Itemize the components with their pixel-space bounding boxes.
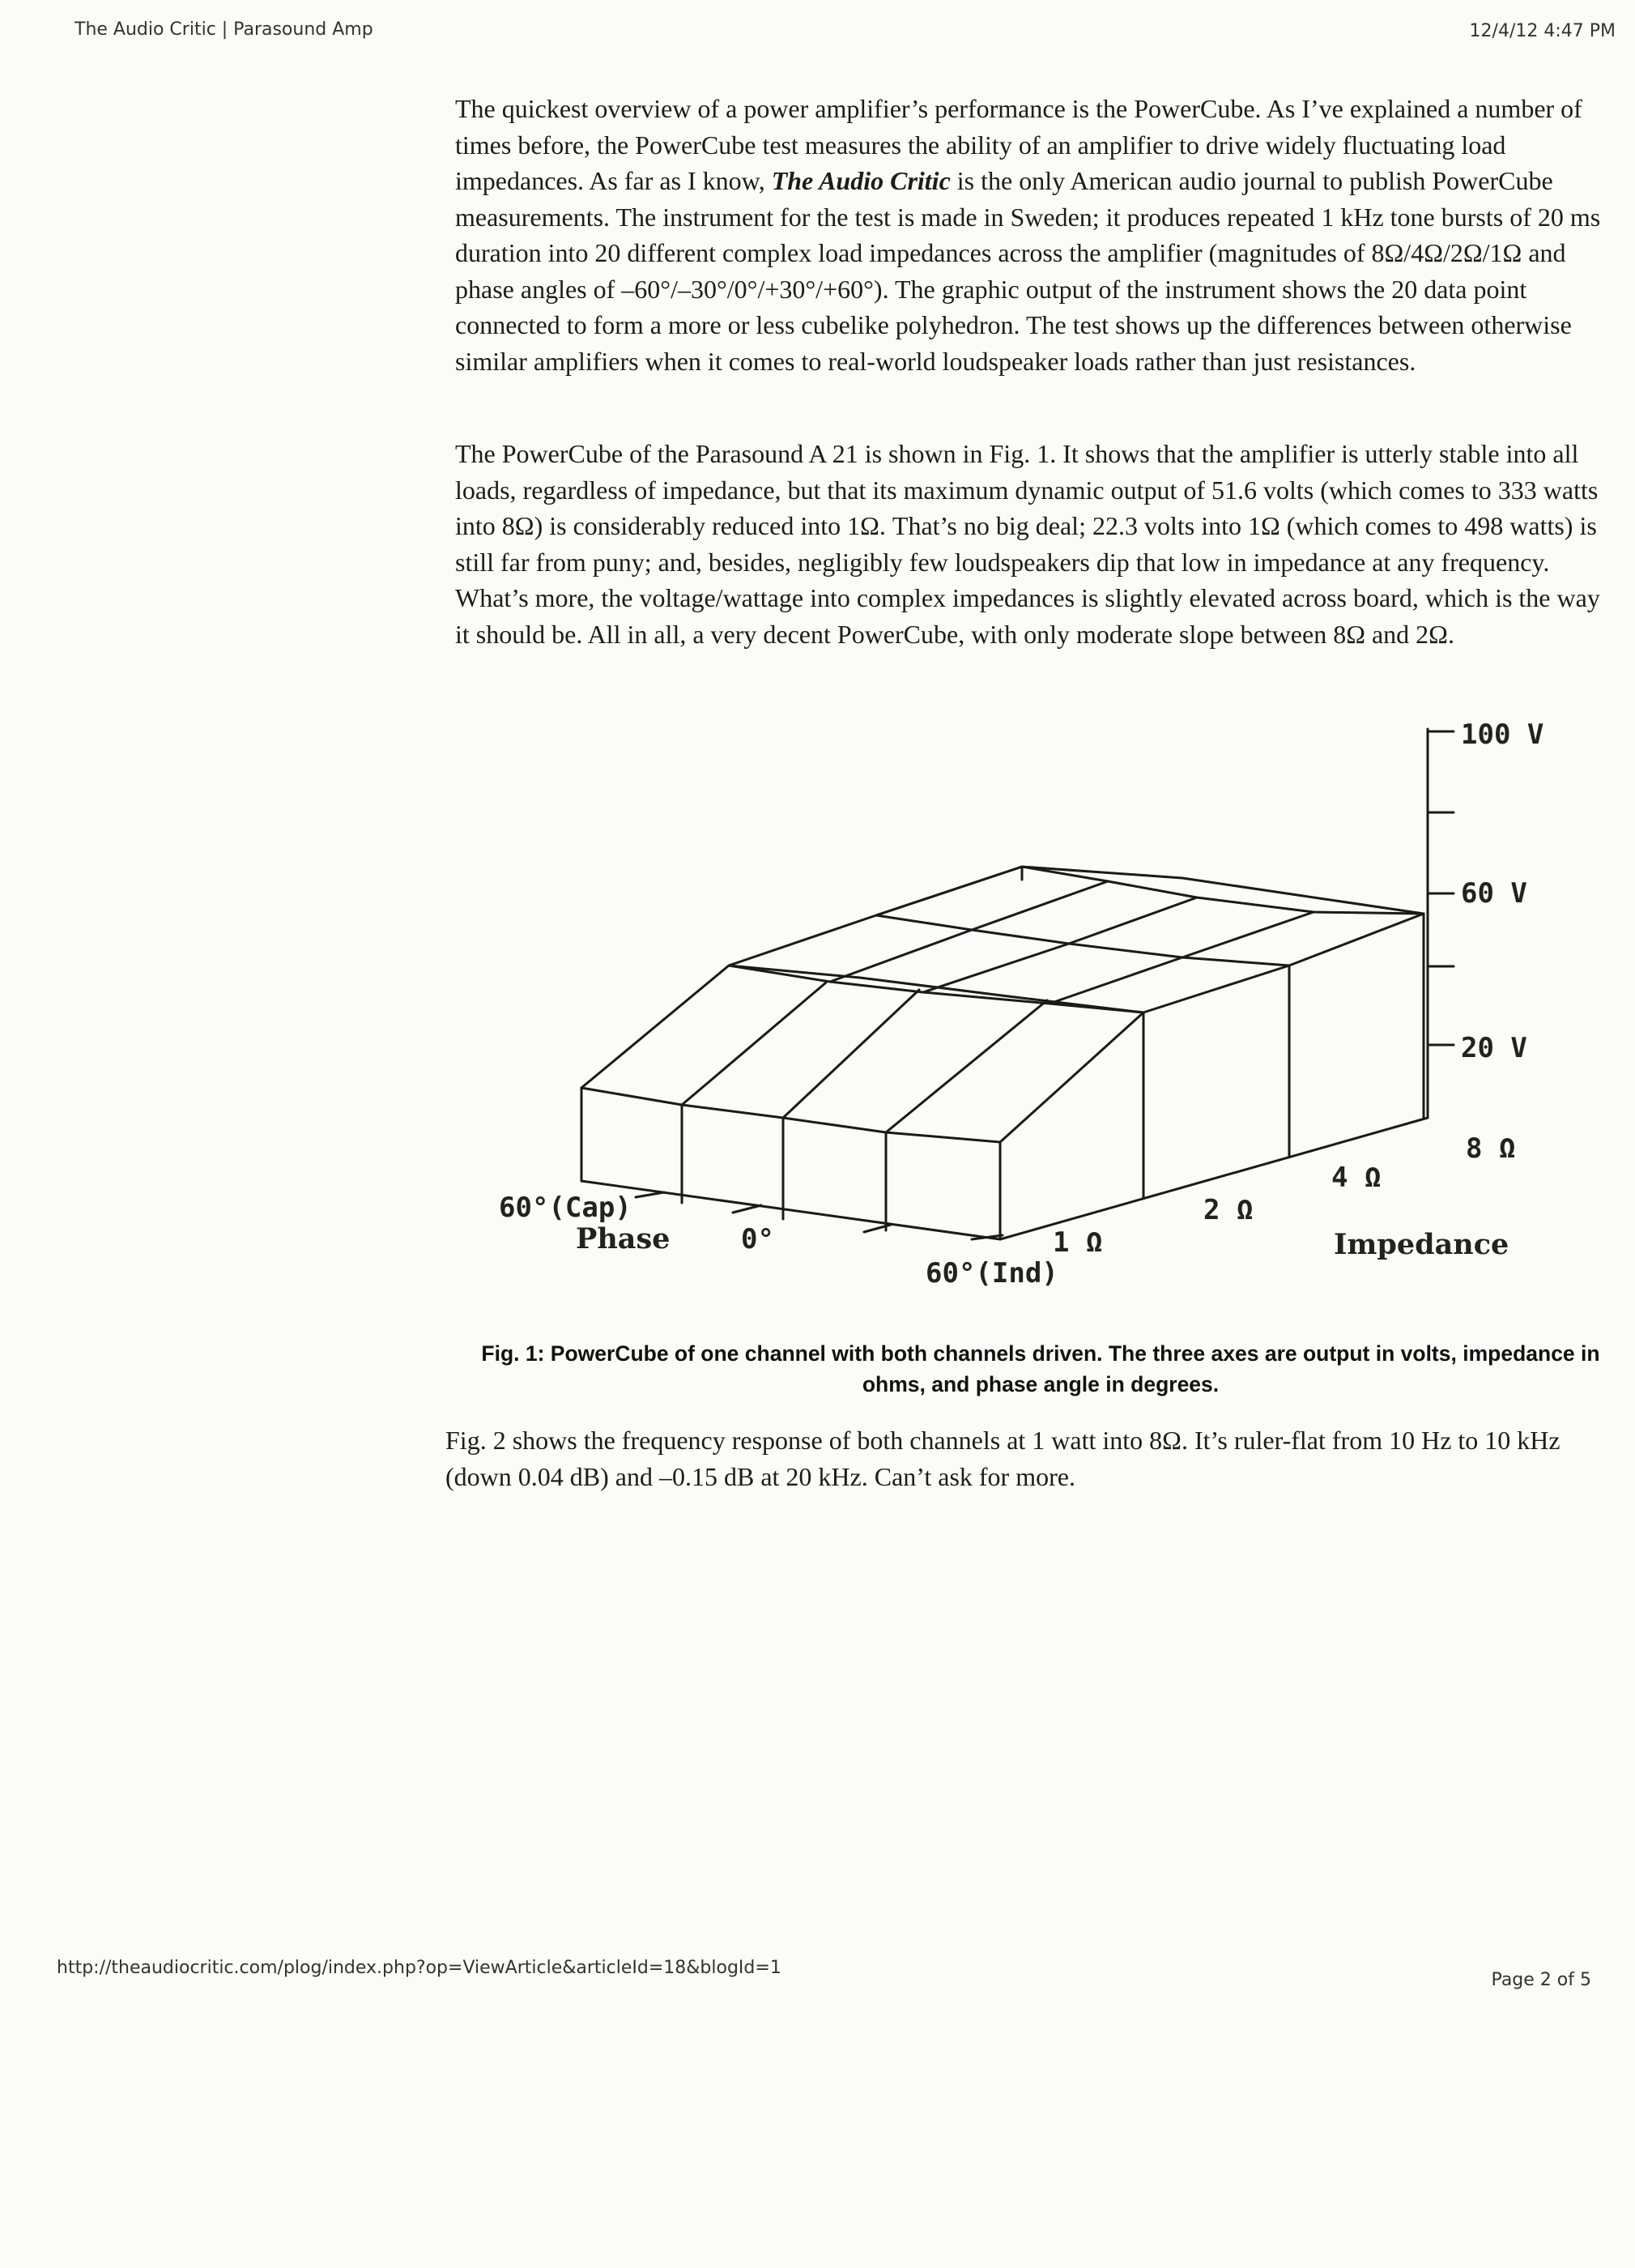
surface-edge xyxy=(830,881,1108,982)
impedance-axis-title: Impedance xyxy=(1334,1228,1509,1261)
journal-name: The Audio Critic xyxy=(771,166,951,195)
figure-caption: Fig. 1: PowerCube of one channel with both channels driven. The three axes are output in volts, impedance in ohms, and phase angle in degrees. xyxy=(481,1341,1600,1396)
header-title: The Audio Critic | Parasound Amp xyxy=(75,19,373,40)
surface-edge xyxy=(783,990,919,1118)
header-timestamp: 12/4/12 4:47 PM xyxy=(1469,21,1616,41)
paragraph-frequency-response: Fig. 2 shows the frequency response of both channels at 1 watt into 8Ω. It’s ruler-flat from 10 Hz to 10 kHz (down 0.04 dB) and –0.15 dB at 20 kHz. Can’t ask for more. xyxy=(445,1426,1560,1491)
phase-tick xyxy=(733,1205,761,1213)
voltage-label: 60 V xyxy=(1461,877,1527,910)
paragraph-parasound-powercube: The PowerCube of the Parasound A 21 is shown in Fig. 1. It shows that the amplifier is utterly stable into all loads, regardless of impedance, but that its maximum dynamic output of 51.6 volts (which comes to 333 watts into 8Ω) is considerably reduced into 1Ω. That’s no big deal; 22.3 volts into 1Ω (which comes to 498 watts) is still far from puny; and, besides, negligibly few loudspeakers dip that low in impedance at any frequency. What’s more, the voltage/wattage into complex impedances is slightly elevated across board, which is the way it should be. All in all, a very decent PowerCube, with only moderate slope between 8Ω and 2Ω. xyxy=(455,439,1600,649)
phase-label: 0° xyxy=(741,1223,774,1256)
surface-edge xyxy=(581,1088,1000,1142)
phase-label: 60°(Cap) xyxy=(499,1192,632,1224)
surface-edge xyxy=(876,867,1022,915)
phase-axis-title: Phase xyxy=(576,1222,671,1256)
phase-tick xyxy=(636,1192,664,1197)
surface-edge xyxy=(886,1000,1047,1132)
phase-label: 60°(Ind) xyxy=(926,1257,1058,1290)
surface-edge xyxy=(876,915,1289,966)
impedance-label: 2 Ω xyxy=(1203,1194,1254,1226)
surface-edge xyxy=(581,966,1143,1088)
impedance-label: 8 Ω xyxy=(1466,1132,1516,1165)
paragraph-intro-end: is the only American audio journal to publish PowerCube measurements. The instrument for the test is made in Sweden; it produces repeated 1 kHz tone bursts of 20 ms duration into 20 different complex load impedances across the amplifier (magnitudes of 8Ω/4Ω/2Ω/1Ω and phase angles of –60°/–30°/0°/+30°/+60°). The graphic output of the instrument shows the 20 data point connected to form a more or less cubelike polyhedron. The test shows up the differences between otherwise similar amplifiers when it comes to real-world loudspeaker loads rather than just resistances. xyxy=(455,166,1601,376)
footer-url[interactable]: http://theaudiocritic.com/plog/index.php?op=ViewArticle&articleId=18&blogId=1 xyxy=(57,1958,781,1978)
impedance-label: 4 Ω xyxy=(1331,1162,1382,1194)
surface-edge xyxy=(923,897,1197,992)
voltage-label: 20 V xyxy=(1461,1032,1527,1064)
page-number: Page 2 of 5 xyxy=(1491,1970,1591,1990)
impedance-label: 1 Ω xyxy=(1053,1226,1103,1259)
surface-edge xyxy=(1182,878,1424,914)
paragraph-intro-start: The quickest overview of a power amplifier’s performance is the PowerCube. As I’ve explained a number of times before, the PowerCube test measures the ability of an amplifier to drive widely fluctuating load impedances. As far as I know, xyxy=(455,94,1582,195)
surface-edge xyxy=(682,983,826,1105)
surface-edge xyxy=(1000,1013,1143,1142)
voltage-label: 100 V xyxy=(1461,718,1544,751)
surface-edge xyxy=(1143,914,1424,1013)
